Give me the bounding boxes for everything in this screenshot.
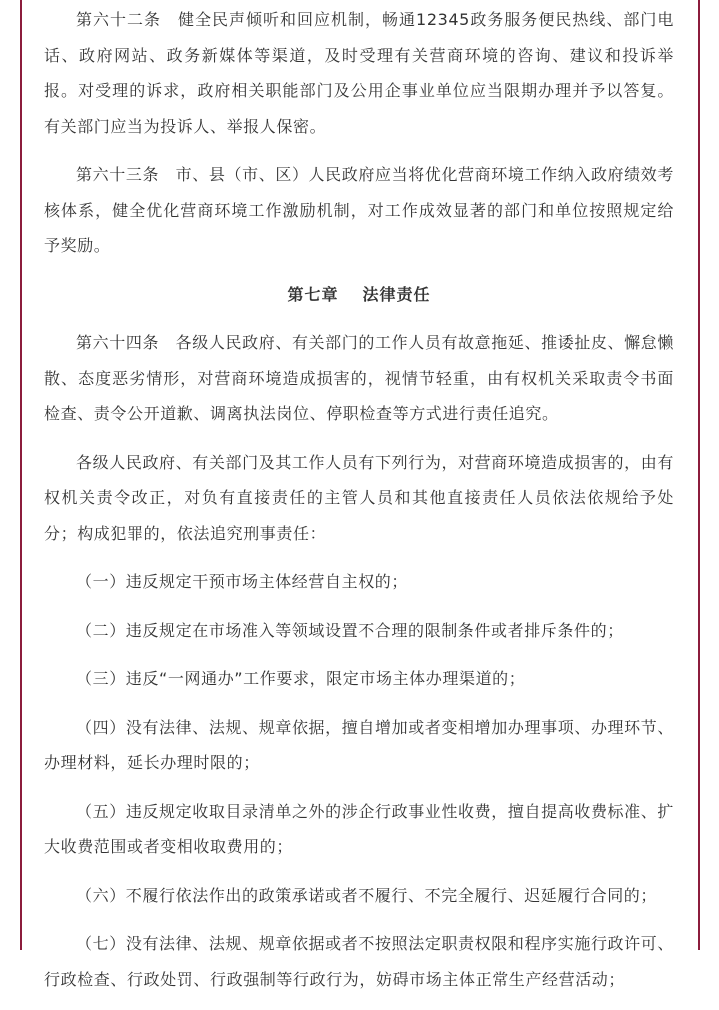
list-item-7: （七）没有法律、法规、规章依据或者不按照法定职责权限和程序实施行政许可、行政检查、行政处罚、行政强制等行政行为，妨碍市场主体正常生产经营活动； bbox=[44, 934, 674, 989]
article-64-paragraph-2: 各级人民政府、有关部门及其工作人员有下列行为，对营商环境造成损害的，由有权机关责令改正，对负有直接责任的主管人员和其他直接责任人员依法依规给予处分；构成犯罪的，依法追究刑事责任： bbox=[44, 452, 674, 543]
right-border-line bbox=[698, 0, 700, 950]
list-item-4: （四）没有法律、法规、规章依据，擅自增加或者变相增加办理事项、办理环节、办理材料，延长办理时限的； bbox=[44, 717, 674, 772]
chapter-title: 法律责任 bbox=[362, 284, 431, 304]
chapter-heading bbox=[44, 277, 674, 313]
list-item-6: （六）不履行依法作出的政策承诺或者不履行、不完全履行、迟延履行合同的； bbox=[76, 885, 658, 905]
document-body bbox=[44, 0, 674, 1010]
list-item-5: （五）违反规定收取目录清单之外的涉企行政事业性收费，擅自提高收费标准、扩大收费范围或者变相收取费用的； bbox=[44, 801, 674, 856]
article-63: 第六十三条 市、县（市、区）人民政府应当将优化营商环境工作纳入政府绩效考核体系，健全优化营商环境工作激励机制，对工作成效显著的部门和单位按照规定给予奖励。 bbox=[44, 165, 674, 255]
list-item-1: （一）违反规定干预市场主体经营自主权的； bbox=[76, 572, 409, 591]
chapter-number: 第七章 bbox=[287, 284, 339, 304]
list-item-3: （三）违反“一网通办”工作要求，限定市场主体办理渠道的； bbox=[76, 669, 526, 688]
left-border-line bbox=[20, 0, 22, 950]
list-item-2: （二）违反规定在市场准入等领域设置不合理的限制条件或者排斥条件的； bbox=[76, 620, 624, 640]
article-62: 第六十二条 健全民声倾听和回应机制，畅通12345政务服务便民热线、部门电话、政府网站、政务新媒体等渠道，及时受理有关营商环境的咨询、建议和投诉举报。对受理的诉求，政府相关职能部门及公用企事业单位应当限期办理并予以答复。有关部门应当为投诉人、举报人保密。 bbox=[44, 10, 674, 136]
article-64: 第六十四条 各级人民政府、有关部门的工作人员有故意拖延、推诿扯皮、懈怠懒散、态度恶劣情形，对营商环境造成损害的，视情节轻重，由有权机关采取责令书面检查、责令公开道歉、调离执法岗位、停职检查等方式进行责任追究。 bbox=[44, 333, 674, 423]
